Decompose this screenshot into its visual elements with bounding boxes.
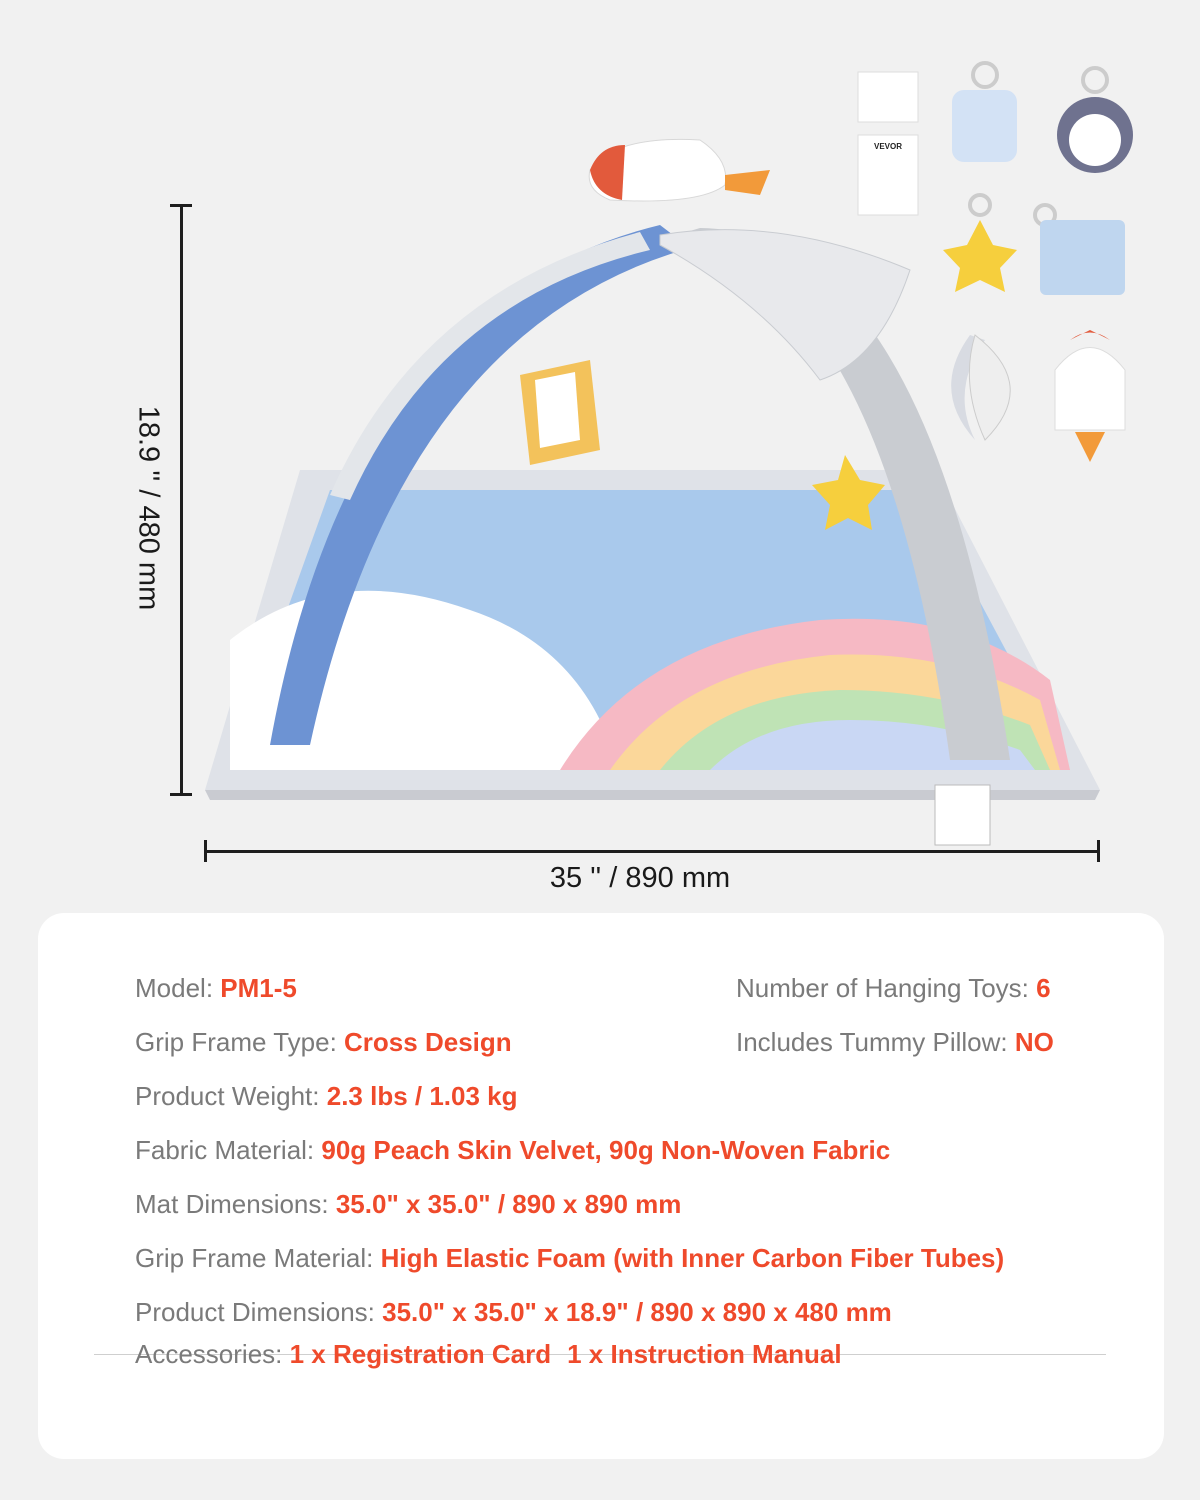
specifications-card [38, 913, 1164, 1459]
spec-grip-frame-type [135, 1027, 512, 1058]
hanging-book-toy [520, 360, 600, 465]
rocket-music-toy [1055, 348, 1125, 431]
brand-text: VEVOR [873, 142, 903, 151]
spec-value: 90g Peach Skin Velvet, 90g Non-Woven Fabric [321, 1135, 891, 1165]
spec-product-dimensions [135, 1297, 892, 1328]
spec-label: Product Weight: [135, 1081, 327, 1111]
height-dimension-label: 18.9 '' / 480 mm [132, 405, 165, 611]
width-dimension-label: 35 '' / 890 mm [549, 862, 731, 894]
height-dimension-line [180, 205, 183, 795]
spec-mat-dimensions [135, 1189, 681, 1220]
spec-label: Grip Frame Material: [135, 1243, 381, 1273]
spec-value: NO [1014, 1027, 1054, 1057]
spec-label: Product Dimensions: [135, 1297, 383, 1327]
width-dimension-line [205, 850, 1099, 853]
astronaut-toy [952, 90, 1017, 162]
registration-card [858, 72, 918, 122]
spec-label: Number of Hanging Toys: [736, 973, 1037, 1003]
spec-model [135, 973, 297, 1004]
spec-label: Mat Dimensions: [135, 1189, 336, 1219]
spec-label: Includes Tummy Pillow: [736, 1027, 1015, 1057]
spec-value: Cross Design [344, 1027, 512, 1057]
spec-value: 35.0" x 35.0" x 18.9" / 890 x 890 x 480 mm [382, 1297, 892, 1327]
spec-value: PM1-5 [220, 973, 297, 1003]
accessories-row [135, 1339, 842, 1370]
cloth-book-toy [1040, 220, 1125, 295]
spec-value: High Elastic Foam (with Inner Carbon Fiber Tubes) [380, 1243, 1005, 1273]
spec-label: Model: [135, 973, 221, 1003]
care-label [935, 785, 990, 845]
spec-value: 35.0" x 35.0" / 890 x 890 mm [335, 1189, 682, 1219]
spec-label: Accessories: [135, 1339, 290, 1369]
spec-value: 6 [1036, 973, 1051, 1003]
star-toy [943, 220, 1017, 292]
accessory-registration-card: 1 x Registration Card [289, 1339, 552, 1369]
spec-value: 2.3 lbs / 1.03 kg [326, 1081, 518, 1111]
spec-label: Grip Frame Type: [135, 1027, 345, 1057]
spec-hanging-toys [736, 973, 1051, 1004]
spec-fabric [135, 1135, 890, 1166]
rocket-toy [589, 139, 770, 201]
accessory-instruction-manual: 1 x Instruction Manual [567, 1339, 842, 1369]
spec-grip-frame-material [135, 1243, 1004, 1274]
spec-weight [135, 1081, 518, 1112]
spec-label: Fabric Material: [135, 1135, 322, 1165]
spec-tummy-pillow [736, 1027, 1054, 1058]
